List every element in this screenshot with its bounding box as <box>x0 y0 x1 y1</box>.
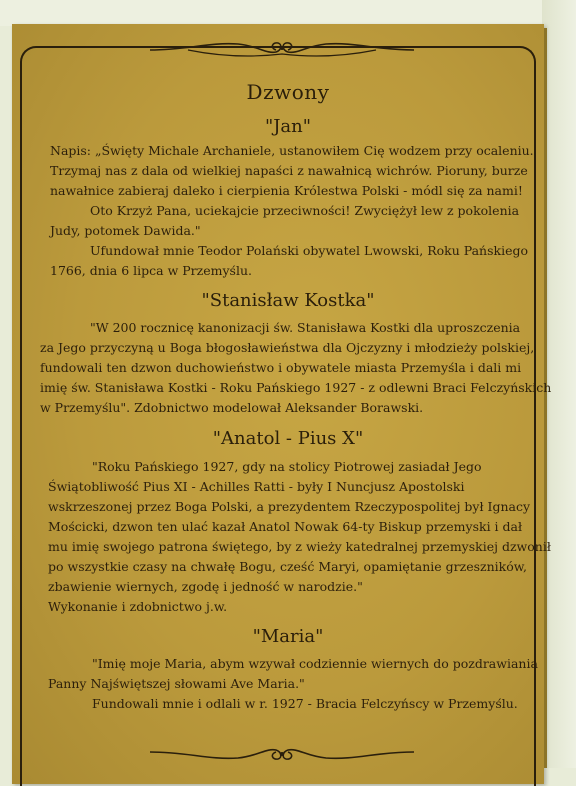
section-line: Świątobliwość Pius XI - Achilles Ratti - były I Nuncjusz Apostolski <box>48 479 465 494</box>
section-heading-maria: "Maria" <box>252 626 324 647</box>
section-line: zbawienie wiernych, zgodę i jedność w narodzie." <box>48 579 363 594</box>
section-line: mu imię swojego patrona świętego, by z wieży katedralnej przemyskiej dzwonił <box>48 539 551 554</box>
section-line: Oto Krzyż Pana, uciekajcie przeciwności! Zwyciężył lew z pokolenia <box>90 203 520 218</box>
section-line: Trzymaj nas z dala od wielkiej napaści z nawałnicą wichrów. Pioruny, burze <box>50 163 528 178</box>
section-line: "W 200 rocznicę kanonizacji św. Stanisława Kostki dla uproszczenia <box>90 320 521 335</box>
section-line: Wykonanie i zdobnictwo j.w. <box>48 599 228 614</box>
section-line: "Imię moje Maria, abym wzywał codziennie wiernych do pozdrawiania <box>92 656 538 671</box>
section-line: w Przemyślu". Zdobnictwo modelował Aleksander Borawski. <box>40 400 424 415</box>
section-line: wskrzeszonej przez Boga Polski, a prezydentem Rzeczypospolitej był Ignacy <box>48 499 531 514</box>
section-line: imię św. Stanisława Kostki - Roku Pańskiego 1927 - z odlewni Braci Felczyńskich <box>40 380 552 395</box>
plaque-edge <box>544 28 547 768</box>
section-line: nawałnice zabieraj daleko i cierpienia Królestwa Polski - módl się za nami! <box>50 183 523 198</box>
plaque-title: Dzwony <box>246 80 330 104</box>
section-line: Panny Najświętszej słowami Ave Maria." <box>48 676 305 691</box>
section-heading-jan: "Jan" <box>264 116 312 137</box>
section-line: po wszystkie czasy na chwałę Bogu, cześć Maryi, opamiętanie grzeszników, <box>48 559 527 574</box>
wall-background <box>0 0 576 26</box>
section-line: fundowali ten dzwon duchowieństwo i obywatele miasta Przemyśla i dali mi <box>40 360 522 375</box>
section-line: Judy, potomek Dawida." <box>50 223 201 238</box>
section-line: 1766, dnia 6 lipca w Przemyślu. <box>50 263 252 278</box>
section-heading-anatol-pius-x: "Anatol - Pius X" <box>212 428 364 449</box>
section-line: Napis: „Święty Michale Archaniele, ustanowiłem Cię wodzem przy ocaleniu. <box>50 143 534 158</box>
section-line: za Jego przyczyną u Boga błogosławieństwa dla Ojczyzny i młodzieży polskiej, <box>40 340 535 355</box>
section-line: Ufundował mnie Teodor Polański obywatel Lwowski, Roku Pańskiego <box>90 243 528 258</box>
section-line: "Roku Pańskiego 1927, gdy na stolicy Piotrowej zasiadał Jego <box>92 459 482 474</box>
section-heading-stanislaw-kostka: "Stanisław Kostka" <box>201 290 375 311</box>
scroll-ornament-bottom <box>148 742 416 764</box>
section-line: Fundowali mnie i odlali w r. 1927 - Bracia Felczyńscy w Przemyślu. <box>92 696 518 711</box>
section-line: Mościcki, dzwon ten ulać kazał Anatol Nowak 64-ty Biskup przemyski i dał <box>48 519 523 534</box>
scroll-ornament-top <box>148 38 416 60</box>
